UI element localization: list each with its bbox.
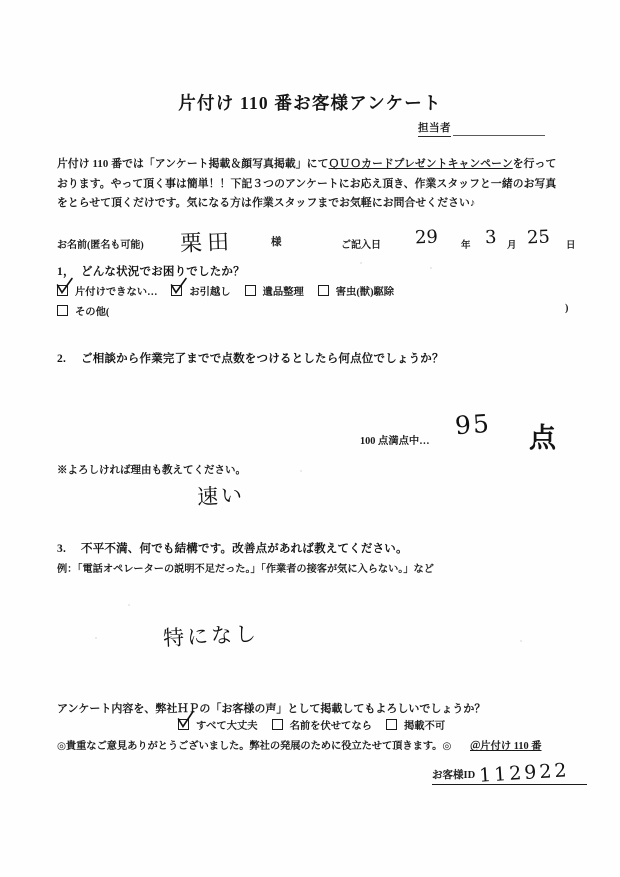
staff-input-line[interactable] — [453, 125, 545, 136]
customer-id-label: お客様ID — [432, 767, 475, 785]
intro-underline: ＱＵＯカードプレゼントキャンペーン — [328, 158, 513, 170]
option-other-close-paren: ) — [565, 303, 569, 314]
checkbox[interactable] — [171, 285, 182, 296]
reason-answer[interactable]: 速い — [196, 482, 246, 510]
check-mark-icon — [55, 277, 75, 297]
option-label: すべて大丈夫 — [196, 721, 258, 732]
page-title: 片付け 110 番お客様アンケート — [178, 93, 442, 113]
checkbox[interactable] — [272, 719, 283, 730]
date-day-value[interactable]: 25 — [526, 226, 551, 249]
score-value[interactable]: 95 — [454, 408, 492, 441]
question-3-heading — [57, 540, 408, 556]
option-label: 遺品整理 — [262, 287, 304, 298]
date-year-unit: 年 — [461, 241, 471, 251]
consent-option-no-publish[interactable] — [386, 717, 445, 732]
option-pest-control[interactable] — [318, 283, 394, 298]
date-month-value[interactable]: 3 — [484, 226, 497, 249]
scan-speck — [430, 267, 432, 269]
date-day-unit: 日 — [566, 241, 576, 251]
question-1-other-row — [57, 303, 567, 318]
respondent-row — [57, 226, 576, 260]
checkbox[interactable] — [386, 719, 397, 730]
option-label: お引越し — [189, 287, 231, 298]
question-3-number: 3. — [57, 543, 67, 555]
intro-paragraph: 片付け 110 番では「アンケート掲載＆顔写真掲載」にてＱＵＯカードプレゼントキャンペーンを行っております。やって頂く事は簡単！！下記３つのアンケートにお応え頂き、作業スタッフと一緒のお写真をとらせて頂くだけです。気になる方は作業スタッフまでお気軽にお問合せください♪ — [57, 158, 557, 209]
option-label: 片付けできない… — [75, 287, 158, 298]
score-scale-label: 100 点満点中… — [360, 436, 430, 447]
checkbox[interactable] — [318, 285, 329, 296]
name-value[interactable]: 栗田 — [179, 229, 235, 258]
staff-field — [418, 120, 545, 137]
date-label: ご記入日 — [341, 240, 381, 251]
scan-speck — [520, 640, 522, 642]
option-label: その他( — [75, 307, 110, 318]
scan-speck — [300, 470, 302, 472]
customer-id-field — [432, 759, 587, 787]
question-3-text: 不平不満、何でも結構です。改善点があれば教えてください。 — [81, 543, 408, 555]
option-other[interactable] — [57, 303, 567, 318]
option-estate-cleanup[interactable] — [245, 283, 304, 298]
question-1-heading — [57, 263, 245, 279]
check-mark-icon — [169, 277, 189, 297]
checkbox[interactable] — [57, 285, 68, 296]
date-year-value[interactable]: 29 — [414, 226, 439, 249]
question-2-number: 2. — [57, 353, 67, 365]
date-month-unit: 月 — [507, 241, 517, 251]
consent-option-anonymous[interactable] — [272, 717, 372, 732]
option-cannot-tidy[interactable] — [57, 283, 157, 298]
name-label: お名前(匿名も可能) — [57, 240, 144, 251]
question-1-text: どんな状況でお困りでしたか？ — [81, 266, 245, 278]
reason-note: ※よろしければ理由も教えてください。 — [57, 465, 246, 476]
name-suffix: 様 — [271, 237, 282, 248]
option-label: 名前を伏せてなら — [289, 721, 372, 732]
brand-signature: ＠片付け 110 番 — [470, 741, 542, 752]
score-row — [57, 408, 567, 458]
consent-question: アンケート内容を、弊社ＨＰの「お客様の声」として掲載してもよろしいでしょうか？ — [57, 703, 486, 715]
thanks-line: ◎貴重なご意見ありがとうございました。弊社の発展のために役立たせて頂きます。◎ — [57, 741, 452, 752]
option-label: 掲載不可 — [403, 721, 446, 732]
score-unit: 点 — [529, 423, 556, 453]
checkbox[interactable] — [57, 305, 68, 316]
scan-speck — [360, 262, 362, 264]
improvement-answer[interactable]: 特になし — [162, 621, 260, 651]
question-2-heading — [57, 350, 444, 366]
customer-id-value[interactable]: 112922 — [478, 759, 571, 787]
scan-speck — [128, 604, 130, 606]
question-3-example: 例：「電話オペレーターの説明不足だった。」「作業者の接客が気に入らない。」など — [57, 564, 434, 575]
option-label: 害虫(獣)駆除 — [335, 287, 395, 298]
customer-id-input-line[interactable] — [475, 759, 587, 787]
staff-label: 担当者 — [418, 120, 451, 137]
scan-speck — [95, 637, 97, 639]
question-1-options — [57, 283, 408, 298]
option-moving[interactable] — [171, 283, 230, 298]
question-2-text: ご相談から作業完了までで点数をつけるとしたら何点位でしょうか？ — [81, 353, 444, 365]
checkbox[interactable] — [178, 719, 189, 730]
checkbox[interactable] — [245, 285, 256, 296]
consent-option-all-ok[interactable] — [178, 717, 258, 732]
question-1-number: 1， — [57, 266, 75, 278]
consent-options — [178, 717, 459, 732]
